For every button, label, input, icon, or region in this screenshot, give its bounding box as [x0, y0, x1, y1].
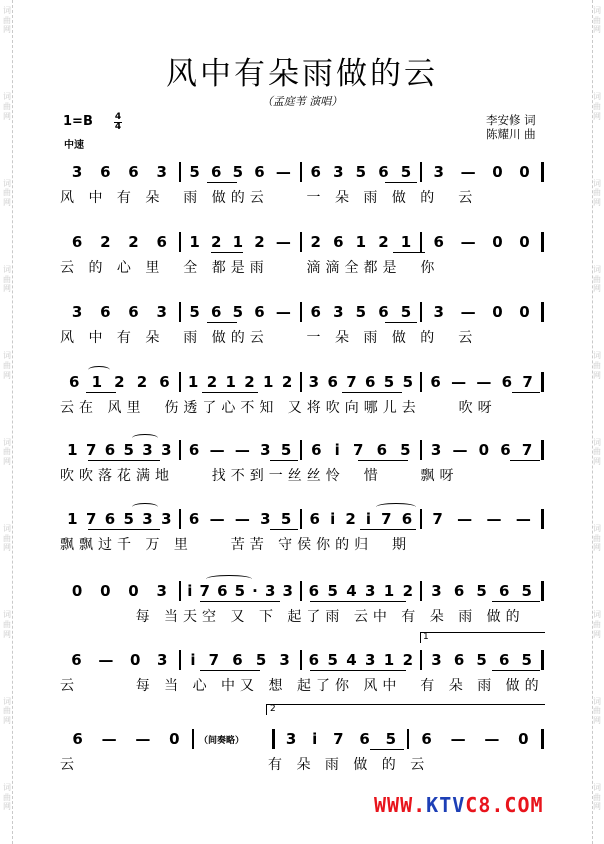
note: 3 — [433, 303, 444, 321]
measure — [409, 730, 541, 748]
note: 2 — [402, 582, 414, 600]
note: i — [312, 730, 318, 748]
note: 1 — [225, 373, 236, 391]
note: 3 — [260, 510, 271, 528]
lyrics-row: 云 每 当 心 中又 想 起了你 风中 有 朵 雨 做的 — [60, 678, 544, 694]
note: 0 — [129, 651, 141, 669]
dash-note: — — [460, 303, 476, 321]
beam — [492, 601, 540, 602]
beam — [310, 601, 406, 602]
measure — [422, 441, 541, 459]
note: 1 — [383, 651, 395, 669]
note: 5 — [232, 303, 244, 321]
note: i — [334, 441, 340, 459]
note: 3 — [142, 441, 153, 459]
note: 6 — [498, 582, 510, 600]
notes-row — [60, 441, 544, 459]
beam — [385, 322, 417, 323]
note: 2 — [378, 233, 389, 251]
note: 3 — [156, 163, 167, 181]
lyrics-row: 每 当天空 又 下 起了雨 云中 有 朵 雨 做的 — [60, 609, 525, 625]
note: 6 — [72, 730, 83, 748]
barline — [541, 232, 544, 252]
measure — [422, 373, 541, 391]
note: 6 — [327, 373, 338, 391]
beam — [202, 392, 258, 393]
note: 3 — [333, 163, 344, 181]
lyrics-row: 云 的 心 里 全 都是雨 滴滴全都是 你 — [60, 260, 440, 276]
note: 3 — [365, 582, 376, 600]
note: 5 — [189, 163, 200, 181]
note: 0 — [492, 233, 503, 251]
note: i — [330, 510, 336, 528]
note: 6 — [310, 303, 321, 321]
barline — [541, 162, 544, 182]
measure — [60, 730, 192, 748]
dash-note: — — [484, 730, 500, 748]
note: 4 — [346, 651, 357, 669]
note: 6 — [159, 373, 170, 391]
note: 6 — [309, 510, 320, 528]
note: 5 — [400, 163, 412, 181]
lyrics-row: 云在 风里 伤透了心不知 又将吹向哪儿去 吹呀 — [60, 400, 497, 416]
notes-row — [60, 582, 544, 600]
dash-note: — — [515, 510, 531, 528]
slur — [132, 434, 158, 442]
note: 0 — [100, 582, 111, 600]
singer-credit: （孟庭苇 演唱） — [261, 95, 343, 108]
note: 2 — [310, 233, 321, 251]
measure — [60, 233, 179, 251]
composer-credit: 陈耀川 曲 — [486, 127, 536, 141]
measure — [181, 441, 300, 459]
notes-row — [60, 373, 544, 391]
beam — [200, 670, 260, 671]
lyrics-row: 云 有 朵 雨 做 的 云 — [60, 757, 430, 773]
note: 3 — [308, 373, 320, 391]
note: 6 — [128, 303, 139, 321]
measure — [275, 730, 407, 748]
barline — [541, 650, 544, 670]
note: 5 — [327, 651, 338, 669]
note: 6 — [128, 163, 139, 181]
barline — [541, 509, 544, 529]
note: 7 — [432, 510, 443, 528]
note: 3 — [285, 730, 297, 748]
beam — [310, 670, 406, 671]
dash-note: — — [275, 163, 291, 181]
note: 6 — [100, 303, 111, 321]
measure — [181, 373, 300, 391]
note: 2 — [254, 233, 265, 251]
note: 5 — [521, 582, 532, 600]
note: 6 — [188, 441, 200, 459]
dash-note: — — [476, 373, 492, 391]
note: 3 — [431, 651, 442, 669]
note: 6 — [308, 582, 320, 600]
note: 4 — [346, 582, 357, 600]
note: 5 — [383, 373, 395, 391]
note: 5 — [189, 303, 200, 321]
note: 6 — [210, 163, 222, 181]
note: 0 — [169, 730, 180, 748]
time-signature-top: 4 — [114, 112, 122, 122]
measure — [60, 651, 179, 669]
note: 6 — [378, 163, 389, 181]
measure — [60, 303, 179, 321]
beam — [270, 529, 298, 530]
measure — [60, 510, 179, 528]
measure — [181, 510, 300, 528]
note: 6 — [421, 730, 432, 748]
note: 5 — [123, 441, 134, 459]
interlude-note: （间奏略） — [199, 736, 245, 746]
volta-number-2: 2 — [270, 704, 276, 714]
dash-note: — — [209, 441, 225, 459]
note: 6 — [69, 373, 80, 391]
measure — [422, 303, 541, 321]
website-watermark[interactable] — [374, 793, 544, 817]
note: 5 — [355, 303, 367, 321]
note: 6 — [311, 441, 322, 459]
beam — [360, 529, 416, 530]
dash-note: — — [209, 510, 225, 528]
note: 5 — [402, 373, 414, 391]
note: 5 — [327, 582, 338, 600]
measure — [302, 163, 421, 181]
note: 2 — [114, 373, 125, 391]
note: 0 — [519, 233, 530, 251]
note: 1 — [383, 582, 395, 600]
notes-row — [60, 510, 544, 528]
dash-note: — — [451, 373, 467, 391]
note: 2 — [244, 373, 255, 391]
lyrics-row: 风 中 有 朵 雨 做的云 一 朵 雨 做 的 云 — [60, 330, 478, 346]
note: 6 — [430, 373, 441, 391]
slur — [132, 503, 158, 511]
measure — [181, 303, 300, 321]
note: 7 — [85, 510, 97, 528]
note: 6 — [433, 233, 444, 251]
note: 5 — [123, 510, 134, 528]
note: 7 — [521, 441, 533, 459]
measure — [60, 373, 179, 391]
note: 7 — [199, 582, 210, 600]
barline — [541, 440, 544, 460]
dash-note: — — [460, 163, 476, 181]
note: 6 — [254, 163, 265, 181]
slur — [206, 575, 252, 583]
note: 6 — [500, 441, 511, 459]
note: 7 — [85, 441, 97, 459]
note: 6 — [308, 651, 320, 669]
note: 1 — [355, 233, 367, 251]
note: 7 — [352, 441, 364, 459]
dash-note: — — [486, 510, 502, 528]
note: 0 — [519, 303, 530, 321]
note: 3 — [260, 441, 271, 459]
dash-note: — — [460, 233, 476, 251]
slur — [88, 366, 110, 374]
website-brand-a: KTV — [426, 793, 466, 817]
beam — [342, 392, 402, 393]
volta-number-1: 1 — [423, 632, 429, 642]
note: 6 — [104, 441, 116, 459]
beam — [211, 252, 243, 253]
volta-bracket-1 — [420, 632, 545, 643]
measure — [302, 373, 421, 391]
dash-note: — — [275, 303, 291, 321]
note: 3 — [156, 582, 167, 600]
note: 2 — [136, 373, 148, 391]
note: 1 — [400, 233, 412, 251]
dash-note: — — [101, 730, 117, 748]
note: 3 — [157, 651, 168, 669]
note: 6 — [210, 303, 222, 321]
measure — [422, 582, 541, 600]
note: 6 — [104, 510, 116, 528]
side-watermark-text: 词 曲 网 词 曲 网 词 曲 网 词 曲 网 词 曲 网 词 曲 网 词 曲 网 词 曲 网 词 曲 网 词 曲 网 — [3, 6, 11, 812]
note: 0 — [128, 582, 139, 600]
beam — [358, 460, 408, 461]
note: 5 — [476, 582, 487, 600]
note: 5 — [355, 163, 367, 181]
note: 6 — [217, 582, 228, 600]
beam — [270, 460, 298, 461]
note: 6 — [333, 233, 344, 251]
dash-note: — — [135, 730, 151, 748]
measure — [302, 233, 421, 251]
dash-note: — — [234, 441, 250, 459]
note: 5 — [234, 582, 246, 600]
note: 3 — [279, 651, 290, 669]
beam — [393, 252, 425, 253]
notes-row — [60, 303, 544, 321]
note: 5 — [400, 441, 411, 459]
note: 3 — [71, 303, 83, 321]
note: 5 — [255, 651, 267, 669]
dash-note: — — [98, 651, 114, 669]
note: 7 — [522, 373, 533, 391]
notes-row — [60, 233, 544, 251]
lyrics-row: 吹吹落花满地 找不到一丝丝怜 惜 飘呀 — [60, 468, 459, 484]
note: 1 — [187, 373, 199, 391]
dash-note: — — [450, 730, 466, 748]
beam — [385, 182, 417, 183]
measure — [422, 510, 541, 528]
lyrics-row: 飘飘过千 万 里 苦苦 守侯你的归 期 — [60, 537, 412, 553]
notes-row — [60, 163, 544, 181]
note: 7 — [333, 730, 344, 748]
barline — [541, 302, 544, 322]
note: 6 — [156, 233, 167, 251]
note: 6 — [71, 233, 83, 251]
note: 2 — [100, 233, 111, 251]
measure — [181, 233, 300, 251]
note: i — [365, 510, 372, 528]
note: 2 — [128, 233, 139, 251]
note: 6 — [254, 303, 265, 321]
beam — [510, 460, 540, 461]
note: 3 — [264, 582, 276, 600]
measure — [302, 510, 421, 528]
left-watermark-strip — [0, 0, 14, 844]
note: 5 — [521, 651, 532, 669]
lyrics-row: 风 中 有 朵 雨 做的云 一 朵 雨 做 的 云 — [60, 190, 478, 206]
measure — [181, 651, 300, 669]
beam — [200, 601, 280, 602]
note: 2 — [210, 233, 222, 251]
note: 0 — [518, 730, 529, 748]
note: 6 — [365, 373, 376, 391]
note: 3 — [142, 510, 153, 528]
note: 2 — [281, 373, 293, 391]
measure — [181, 582, 300, 600]
note: 6 — [378, 303, 389, 321]
note: 3 — [161, 441, 172, 459]
note: 5 — [476, 651, 487, 669]
measure — [60, 582, 179, 600]
notes-row — [60, 730, 544, 748]
tempo-marking: 中速 — [64, 140, 84, 151]
measure — [302, 582, 421, 600]
note: 6 — [453, 651, 465, 669]
measure — [302, 441, 421, 459]
note: 5 — [280, 510, 292, 528]
note: 3 — [433, 163, 444, 181]
beam — [207, 182, 237, 183]
note: 7 — [381, 510, 392, 528]
note: 0 — [519, 163, 530, 181]
note: 5 — [385, 730, 397, 748]
note: 3 — [431, 582, 442, 600]
note: 0 — [478, 441, 490, 459]
note: 6 — [498, 651, 510, 669]
beam — [88, 529, 160, 530]
note: 1 — [263, 373, 274, 391]
note: 6 — [376, 441, 388, 459]
note: 1 — [189, 233, 200, 251]
note: 1 — [67, 510, 78, 528]
dash-note: — — [234, 510, 250, 528]
slur — [376, 503, 416, 511]
beam — [492, 670, 540, 671]
note: 7 — [208, 651, 220, 669]
note: 3 — [282, 582, 293, 600]
volta-bracket-2 — [266, 704, 545, 715]
note: 3 — [71, 163, 83, 181]
note: 6 — [100, 163, 111, 181]
dash-note: — — [457, 510, 473, 528]
notes-row — [60, 651, 544, 669]
website-suffix: .COM — [491, 793, 544, 817]
note: 6 — [401, 510, 413, 528]
dash-note: — — [452, 441, 468, 459]
beam — [207, 322, 237, 323]
barline — [541, 729, 544, 749]
time-signature — [114, 113, 122, 132]
note: 3 — [333, 303, 344, 321]
note: 3 — [156, 303, 167, 321]
barline — [541, 581, 544, 601]
note: 6 — [232, 651, 243, 669]
note: 5 — [280, 441, 292, 459]
website-prefix: WWW. — [374, 793, 427, 817]
lyricist-credit: 李安修 词 — [486, 113, 536, 127]
note: 6 — [453, 582, 465, 600]
website-brand-b: C8 — [465, 793, 492, 817]
measure — [60, 163, 179, 181]
note: 1 — [91, 373, 103, 391]
measure — [181, 163, 300, 181]
note: 2 — [345, 510, 356, 528]
beam — [86, 392, 116, 393]
measure — [302, 651, 421, 669]
side-watermark-text: 词 曲 网 词 曲 网 词 曲 网 词 曲 网 词 曲 网 词 曲 网 词 曲 网 词 曲 网 词 曲 网 词 曲 网 — [593, 6, 601, 812]
note: 5 — [400, 303, 412, 321]
dash-note: — — [275, 233, 291, 251]
note: i — [190, 651, 196, 669]
note: 0 — [492, 303, 503, 321]
measure — [422, 233, 541, 251]
measure — [422, 163, 541, 181]
right-watermark-strip — [590, 0, 604, 844]
note: 2 — [206, 373, 218, 391]
beam — [370, 749, 404, 750]
note: 6 — [501, 373, 513, 391]
note: 7 — [346, 373, 357, 391]
note: 6 — [359, 730, 370, 748]
measure — [422, 651, 541, 669]
beam — [88, 460, 160, 461]
note: 3 — [161, 510, 172, 528]
note: 5 — [232, 163, 244, 181]
note: 1 — [232, 233, 244, 251]
note: 2 — [402, 651, 414, 669]
key-signature: 1=B — [63, 114, 93, 129]
note: 6 — [310, 163, 321, 181]
note: 0 — [492, 163, 503, 181]
note: 3 — [430, 441, 442, 459]
measure — [302, 303, 421, 321]
note: · — [252, 582, 258, 600]
note: 6 — [188, 510, 200, 528]
beam — [512, 392, 540, 393]
note: 3 — [365, 651, 376, 669]
measure — [60, 441, 179, 459]
song-title: 风中有朵雨做的云 — [166, 56, 438, 92]
note: i — [187, 582, 193, 600]
note: 0 — [71, 582, 83, 600]
note: 1 — [67, 441, 78, 459]
note: 6 — [71, 651, 82, 669]
time-signature-bottom: 4 — [114, 122, 122, 132]
barline — [541, 372, 544, 392]
